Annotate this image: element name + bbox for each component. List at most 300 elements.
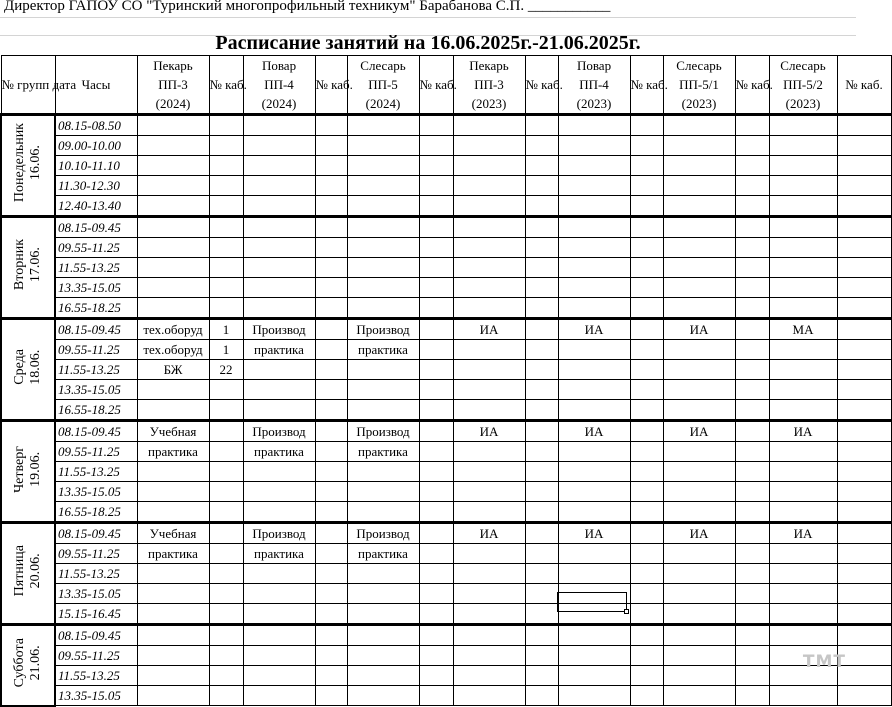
subject-cell[interactable] xyxy=(558,462,630,482)
room-cell[interactable] xyxy=(630,442,663,462)
room-cell[interactable] xyxy=(315,360,347,380)
day-cell[interactable] xyxy=(1,115,55,217)
subject-cell[interactable] xyxy=(558,666,630,686)
subject-cell[interactable] xyxy=(243,196,315,217)
subject-cell[interactable] xyxy=(663,360,735,380)
room-cell[interactable] xyxy=(315,258,347,278)
group-header[interactable]: Пекарь ПП-3 (2023) xyxy=(453,56,525,115)
room-cell[interactable] xyxy=(315,217,347,238)
room-cell[interactable] xyxy=(419,176,453,196)
room-cell[interactable] xyxy=(735,176,769,196)
subject-cell[interactable] xyxy=(347,604,419,625)
subject-cell[interactable] xyxy=(243,176,315,196)
room-cell[interactable] xyxy=(525,686,558,706)
subject-cell[interactable] xyxy=(558,604,630,625)
room-cell[interactable] xyxy=(209,544,243,564)
room-cell[interactable] xyxy=(735,523,769,544)
subject-cell[interactable] xyxy=(453,176,525,196)
time-cell[interactable]: 12.40-13.40 xyxy=(55,196,137,217)
room-header[interactable]: № каб. xyxy=(735,56,769,115)
room-cell[interactable] xyxy=(837,421,891,442)
room-cell[interactable] xyxy=(315,400,347,421)
room-cell[interactable] xyxy=(525,482,558,502)
subject-cell[interactable]: ИА xyxy=(453,523,525,544)
room-cell[interactable] xyxy=(419,564,453,584)
subject-cell[interactable] xyxy=(453,604,525,625)
subject-cell[interactable] xyxy=(769,238,837,258)
subject-cell[interactable] xyxy=(558,176,630,196)
room-cell[interactable] xyxy=(209,584,243,604)
room-cell[interactable] xyxy=(630,136,663,156)
subject-cell[interactable] xyxy=(243,115,315,136)
subject-cell[interactable] xyxy=(663,196,735,217)
room-cell[interactable] xyxy=(209,196,243,217)
room-cell[interactable] xyxy=(837,319,891,340)
room-cell[interactable] xyxy=(837,298,891,319)
room-cell[interactable] xyxy=(525,196,558,217)
room-cell[interactable] xyxy=(419,156,453,176)
subject-cell[interactable] xyxy=(453,584,525,604)
subject-cell[interactable] xyxy=(243,380,315,400)
room-cell[interactable] xyxy=(209,421,243,442)
subject-cell[interactable] xyxy=(558,278,630,298)
room-cell[interactable] xyxy=(837,523,891,544)
room-cell[interactable] xyxy=(419,421,453,442)
room-cell[interactable] xyxy=(630,156,663,176)
room-header[interactable]: № каб. xyxy=(315,56,347,115)
subject-cell[interactable] xyxy=(663,544,735,564)
subject-cell[interactable] xyxy=(558,298,630,319)
room-cell[interactable] xyxy=(630,523,663,544)
subject-cell[interactable] xyxy=(663,604,735,625)
room-cell[interactable] xyxy=(315,176,347,196)
room-cell[interactable] xyxy=(837,564,891,584)
subject-cell[interactable] xyxy=(558,502,630,523)
room-cell[interactable] xyxy=(525,400,558,421)
subject-cell[interactable] xyxy=(558,646,630,666)
room-cell[interactable] xyxy=(735,666,769,686)
room-cell[interactable] xyxy=(735,217,769,238)
room-cell[interactable] xyxy=(525,462,558,482)
room-cell[interactable] xyxy=(315,278,347,298)
room-cell[interactable] xyxy=(315,462,347,482)
subject-cell[interactable] xyxy=(243,360,315,380)
room-cell[interactable] xyxy=(630,319,663,340)
room-cell[interactable] xyxy=(419,646,453,666)
room-cell[interactable] xyxy=(837,625,891,646)
subject-cell[interactable] xyxy=(558,360,630,380)
room-cell[interactable] xyxy=(209,564,243,584)
subject-cell[interactable]: МА xyxy=(769,319,837,340)
subject-cell[interactable] xyxy=(137,258,209,278)
subject-cell[interactable] xyxy=(243,625,315,646)
room-cell[interactable] xyxy=(837,442,891,462)
room-cell[interactable] xyxy=(630,686,663,706)
room-cell[interactable] xyxy=(315,584,347,604)
subject-cell[interactable] xyxy=(663,502,735,523)
time-cell[interactable]: 09.55-11.25 xyxy=(55,544,137,564)
room-cell[interactable] xyxy=(837,176,891,196)
room-cell[interactable] xyxy=(525,502,558,523)
hours-header[interactable]: Часы xyxy=(55,56,137,115)
subject-cell[interactable] xyxy=(137,115,209,136)
subject-cell[interactable] xyxy=(453,258,525,278)
room-cell[interactable] xyxy=(837,115,891,136)
room-cell[interactable] xyxy=(525,217,558,238)
room-cell[interactable] xyxy=(837,278,891,298)
subject-cell[interactable]: практика xyxy=(137,544,209,564)
fill-handle[interactable] xyxy=(624,609,629,614)
room-cell[interactable] xyxy=(630,298,663,319)
subject-cell[interactable] xyxy=(453,360,525,380)
subject-cell[interactable] xyxy=(769,156,837,176)
subject-cell[interactable] xyxy=(453,666,525,686)
subject-cell[interactable] xyxy=(769,136,837,156)
subject-cell[interactable] xyxy=(243,238,315,258)
subject-cell[interactable] xyxy=(137,625,209,646)
subject-cell[interactable] xyxy=(347,584,419,604)
time-cell[interactable]: 15.15-16.45 xyxy=(55,604,137,625)
subject-cell[interactable] xyxy=(347,625,419,646)
subject-cell[interactable] xyxy=(243,564,315,584)
room-header[interactable]: № каб. xyxy=(630,56,663,115)
subject-cell[interactable] xyxy=(769,278,837,298)
room-cell[interactable] xyxy=(837,238,891,258)
subject-cell[interactable] xyxy=(347,502,419,523)
subject-cell[interactable] xyxy=(769,584,837,604)
time-cell[interactable]: 11.55-13.25 xyxy=(55,360,137,380)
time-cell[interactable]: 16.55-18.25 xyxy=(55,502,137,523)
subject-cell[interactable] xyxy=(769,400,837,421)
subject-cell[interactable]: ИА xyxy=(558,421,630,442)
subject-cell[interactable] xyxy=(453,156,525,176)
subject-cell[interactable]: Производ xyxy=(243,319,315,340)
room-cell[interactable] xyxy=(209,238,243,258)
room-cell[interactable] xyxy=(630,196,663,217)
room-cell[interactable] xyxy=(419,319,453,340)
time-cell[interactable]: 08.15-09.45 xyxy=(55,625,137,646)
room-cell[interactable] xyxy=(419,196,453,217)
room-cell[interactable] xyxy=(525,380,558,400)
time-cell[interactable]: 11.55-13.25 xyxy=(55,462,137,482)
subject-cell[interactable] xyxy=(347,176,419,196)
subject-cell[interactable] xyxy=(769,686,837,706)
room-cell[interactable] xyxy=(837,258,891,278)
subject-cell[interactable] xyxy=(243,604,315,625)
subject-cell[interactable] xyxy=(558,544,630,564)
subject-cell[interactable] xyxy=(769,360,837,380)
subject-cell[interactable] xyxy=(558,564,630,584)
room-cell[interactable] xyxy=(735,196,769,217)
subject-cell[interactable] xyxy=(453,217,525,238)
subject-cell[interactable] xyxy=(347,400,419,421)
time-cell[interactable]: 13.35-15.05 xyxy=(55,584,137,604)
time-cell[interactable]: 08.15-08.50 xyxy=(55,115,137,136)
group-header[interactable]: Пекарь ПП-3 (2024) xyxy=(137,56,209,115)
subject-cell[interactable] xyxy=(347,380,419,400)
time-cell[interactable]: 10.10-11.10 xyxy=(55,156,137,176)
subject-cell[interactable] xyxy=(137,646,209,666)
room-cell[interactable] xyxy=(209,156,243,176)
room-cell[interactable] xyxy=(525,238,558,258)
room-cell[interactable] xyxy=(315,502,347,523)
room-cell[interactable] xyxy=(630,462,663,482)
subject-cell[interactable] xyxy=(137,196,209,217)
room-header[interactable]: № каб. xyxy=(209,56,243,115)
subject-cell[interactable] xyxy=(558,217,630,238)
subject-cell[interactable] xyxy=(663,340,735,360)
subject-cell[interactable] xyxy=(663,115,735,136)
subject-cell[interactable] xyxy=(663,238,735,258)
subject-cell[interactable] xyxy=(137,380,209,400)
room-cell[interactable] xyxy=(837,482,891,502)
subject-cell[interactable] xyxy=(243,298,315,319)
time-cell[interactable]: 09.55-11.25 xyxy=(55,646,137,666)
subject-cell[interactable] xyxy=(137,502,209,523)
room-cell[interactable] xyxy=(315,380,347,400)
subject-cell[interactable]: Производ xyxy=(243,523,315,544)
subject-cell[interactable] xyxy=(453,380,525,400)
room-cell[interactable] xyxy=(525,604,558,625)
room-cell[interactable] xyxy=(630,258,663,278)
subject-cell[interactable] xyxy=(243,584,315,604)
subject-cell[interactable] xyxy=(347,196,419,217)
room-cell[interactable] xyxy=(735,278,769,298)
room-cell[interactable] xyxy=(837,544,891,564)
room-cell[interactable] xyxy=(630,217,663,238)
subject-cell[interactable]: тех.оборуд xyxy=(137,340,209,360)
subject-cell[interactable] xyxy=(137,462,209,482)
room-cell[interactable] xyxy=(209,482,243,502)
room-cell[interactable] xyxy=(209,136,243,156)
room-cell[interactable] xyxy=(525,360,558,380)
room-cell[interactable] xyxy=(419,442,453,462)
room-cell[interactable] xyxy=(735,584,769,604)
room-cell[interactable] xyxy=(525,625,558,646)
room-cell[interactable] xyxy=(525,584,558,604)
room-cell[interactable] xyxy=(630,646,663,666)
room-cell[interactable] xyxy=(735,360,769,380)
room-cell[interactable] xyxy=(419,482,453,502)
room-cell[interactable] xyxy=(209,686,243,706)
subject-cell[interactable] xyxy=(558,238,630,258)
subject-cell[interactable]: ИА xyxy=(769,421,837,442)
subject-cell[interactable] xyxy=(453,564,525,584)
room-cell[interactable] xyxy=(735,442,769,462)
time-cell[interactable]: 09.55-11.25 xyxy=(55,340,137,360)
subject-cell[interactable] xyxy=(137,564,209,584)
subject-cell[interactable] xyxy=(453,625,525,646)
subject-cell[interactable] xyxy=(243,278,315,298)
room-header[interactable]: № каб. xyxy=(419,56,453,115)
time-cell[interactable]: 11.30-12.30 xyxy=(55,176,137,196)
room-cell[interactable] xyxy=(837,380,891,400)
room-header[interactable]: № каб. xyxy=(525,56,558,115)
room-cell[interactable] xyxy=(525,646,558,666)
room-cell[interactable]: 22 xyxy=(209,360,243,380)
subject-cell[interactable]: Производ xyxy=(347,421,419,442)
room-cell[interactable] xyxy=(419,462,453,482)
room-cell[interactable] xyxy=(735,156,769,176)
room-cell[interactable] xyxy=(837,604,891,625)
room-cell[interactable] xyxy=(837,196,891,217)
room-cell[interactable] xyxy=(735,646,769,666)
time-cell[interactable]: 16.55-18.25 xyxy=(55,298,137,319)
time-cell[interactable]: 08.15-09.45 xyxy=(55,319,137,340)
room-cell[interactable] xyxy=(209,442,243,462)
room-cell[interactable] xyxy=(525,666,558,686)
subject-cell[interactable] xyxy=(453,646,525,666)
room-cell[interactable] xyxy=(525,442,558,462)
subject-cell[interactable] xyxy=(453,136,525,156)
subject-cell[interactable] xyxy=(347,646,419,666)
subject-cell[interactable] xyxy=(347,462,419,482)
room-cell[interactable]: 1 xyxy=(209,340,243,360)
room-cell[interactable] xyxy=(630,340,663,360)
time-cell[interactable]: 08.15-09.45 xyxy=(55,523,137,544)
room-cell[interactable] xyxy=(837,136,891,156)
room-cell[interactable] xyxy=(209,604,243,625)
room-cell[interactable] xyxy=(735,319,769,340)
subject-cell[interactable] xyxy=(558,482,630,502)
time-cell[interactable]: 13.35-15.05 xyxy=(55,686,137,706)
subject-cell[interactable]: ИА xyxy=(453,421,525,442)
room-cell[interactable] xyxy=(419,340,453,360)
subject-cell[interactable] xyxy=(347,278,419,298)
day-cell[interactable] xyxy=(1,523,55,625)
room-cell[interactable] xyxy=(419,136,453,156)
room-cell[interactable] xyxy=(315,442,347,462)
room-cell[interactable] xyxy=(735,136,769,156)
subject-cell[interactable]: ИА xyxy=(769,523,837,544)
subject-cell[interactable] xyxy=(769,442,837,462)
subject-cell[interactable] xyxy=(243,400,315,421)
subject-cell[interactable] xyxy=(769,380,837,400)
group-header[interactable]: Слесарь ПП-5 (2024) xyxy=(347,56,419,115)
subject-cell[interactable] xyxy=(663,380,735,400)
time-cell[interactable]: 08.15-09.45 xyxy=(55,421,137,442)
time-cell[interactable]: 11.55-13.25 xyxy=(55,258,137,278)
subject-cell[interactable] xyxy=(663,686,735,706)
room-cell[interactable] xyxy=(315,238,347,258)
room-cell[interactable] xyxy=(837,584,891,604)
subject-cell[interactable] xyxy=(558,442,630,462)
time-cell[interactable]: 09.55-11.25 xyxy=(55,238,137,258)
subject-cell[interactable] xyxy=(347,360,419,380)
subject-cell[interactable] xyxy=(663,176,735,196)
room-cell[interactable] xyxy=(209,666,243,686)
room-cell[interactable] xyxy=(630,564,663,584)
room-cell[interactable] xyxy=(630,115,663,136)
subject-cell[interactable] xyxy=(663,400,735,421)
room-cell[interactable] xyxy=(735,502,769,523)
subject-cell[interactable]: ИА xyxy=(558,319,630,340)
subject-cell[interactable]: практика xyxy=(347,340,419,360)
subject-cell[interactable] xyxy=(769,625,837,646)
room-cell[interactable] xyxy=(209,217,243,238)
subject-cell[interactable] xyxy=(558,258,630,278)
subject-cell[interactable] xyxy=(558,156,630,176)
subject-cell[interactable] xyxy=(137,482,209,502)
room-cell[interactable] xyxy=(630,278,663,298)
room-cell[interactable] xyxy=(837,400,891,421)
subject-cell[interactable] xyxy=(347,666,419,686)
room-cell[interactable] xyxy=(315,686,347,706)
subject-cell[interactable] xyxy=(558,625,630,646)
subject-cell[interactable] xyxy=(137,278,209,298)
room-cell[interactable] xyxy=(315,115,347,136)
subject-cell[interactable]: практика xyxy=(243,340,315,360)
room-cell[interactable] xyxy=(419,523,453,544)
room-cell[interactable] xyxy=(630,604,663,625)
subject-cell[interactable] xyxy=(243,462,315,482)
time-cell[interactable]: 09.55-11.25 xyxy=(55,442,137,462)
subject-cell[interactable] xyxy=(453,502,525,523)
subject-cell[interactable] xyxy=(453,298,525,319)
subject-cell[interactable] xyxy=(243,502,315,523)
subject-cell[interactable] xyxy=(769,217,837,238)
subject-cell[interactable] xyxy=(769,196,837,217)
subject-cell[interactable] xyxy=(663,298,735,319)
subject-cell[interactable] xyxy=(453,238,525,258)
room-cell[interactable] xyxy=(419,298,453,319)
room-cell[interactable] xyxy=(209,462,243,482)
room-cell[interactable] xyxy=(525,421,558,442)
time-cell[interactable]: 13.35-15.05 xyxy=(55,482,137,502)
room-cell[interactable] xyxy=(419,115,453,136)
room-cell[interactable] xyxy=(525,544,558,564)
room-cell[interactable] xyxy=(837,686,891,706)
subject-cell[interactable] xyxy=(663,258,735,278)
subject-cell[interactable] xyxy=(347,258,419,278)
room-cell[interactable] xyxy=(735,258,769,278)
room-cell[interactable] xyxy=(837,360,891,380)
room-cell[interactable] xyxy=(209,400,243,421)
room-cell[interactable] xyxy=(315,564,347,584)
subject-cell[interactable] xyxy=(663,584,735,604)
subject-cell[interactable]: тех.оборуд xyxy=(137,319,209,340)
room-cell[interactable] xyxy=(315,482,347,502)
subject-cell[interactable] xyxy=(663,278,735,298)
subject-cell[interactable] xyxy=(347,686,419,706)
room-cell[interactable] xyxy=(209,502,243,523)
subject-cell[interactable] xyxy=(558,115,630,136)
subject-cell[interactable] xyxy=(243,686,315,706)
subject-cell[interactable] xyxy=(137,136,209,156)
subject-cell[interactable] xyxy=(663,217,735,238)
subject-cell[interactable] xyxy=(453,400,525,421)
room-cell[interactable] xyxy=(209,258,243,278)
room-cell[interactable] xyxy=(735,544,769,564)
time-cell[interactable]: 16.55-18.25 xyxy=(55,400,137,421)
room-cell[interactable] xyxy=(315,646,347,666)
room-cell[interactable] xyxy=(525,298,558,319)
subject-cell[interactable] xyxy=(558,686,630,706)
subject-cell[interactable] xyxy=(558,136,630,156)
subject-cell[interactable] xyxy=(347,115,419,136)
room-cell[interactable] xyxy=(209,625,243,646)
subject-cell[interactable] xyxy=(663,156,735,176)
subject-cell[interactable]: Производ xyxy=(347,523,419,544)
subject-cell[interactable] xyxy=(137,686,209,706)
room-cell[interactable] xyxy=(837,217,891,238)
room-cell[interactable] xyxy=(419,604,453,625)
subject-cell[interactable] xyxy=(663,442,735,462)
time-cell[interactable]: 09.00-10.00 xyxy=(55,136,137,156)
subject-cell[interactable] xyxy=(663,646,735,666)
subject-cell[interactable] xyxy=(243,666,315,686)
group-header[interactable]: Повар ПП-4 (2023) xyxy=(558,56,630,115)
